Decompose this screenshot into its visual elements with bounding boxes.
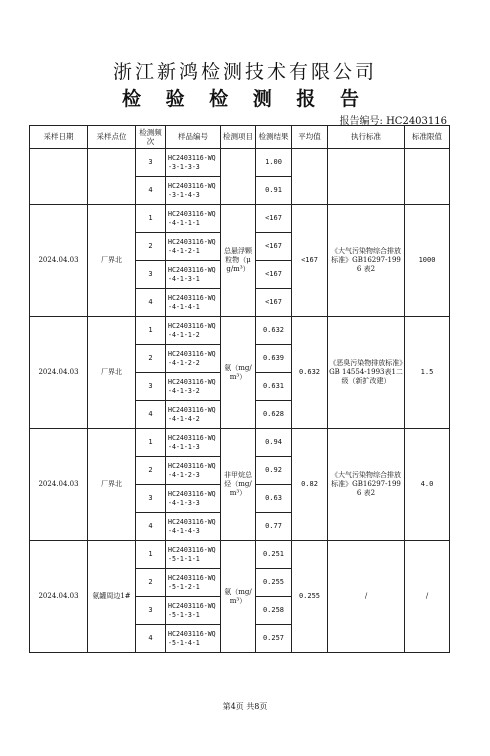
sample-id-cell: HC2403116-WQ-3-1-4-3: [166, 177, 221, 205]
sample-id-cell: HC2403116-WQ-4-1-2-1: [166, 233, 221, 261]
sample-id-cell: HC2403116-WQ-5-1-3-1: [166, 597, 221, 625]
sample-id-cell: HC2403116-WQ-5-1-2-1: [166, 569, 221, 597]
results-table: [29, 125, 450, 653]
frequency-cell: 3: [136, 149, 166, 177]
result-cell: 0.255: [256, 569, 292, 597]
test-item-cell: 氨（mg/m³）: [221, 541, 256, 653]
limit-cell: 1000: [405, 205, 450, 317]
sample-id-cell: HC2403116-WQ-4-1-1-2: [166, 317, 221, 345]
table-row: [30, 317, 450, 345]
sampling-date-cell: [30, 149, 88, 205]
standard-cell: /: [328, 541, 405, 653]
frequency-cell: 1: [136, 429, 166, 457]
sample-id-cell: HC2403116-WQ-4-1-3-3: [166, 485, 221, 513]
result-cell: 0.91: [256, 177, 292, 205]
sampling-date-cell: 2024.04.03: [30, 541, 88, 653]
average-cell: [292, 149, 328, 205]
test-item-cell: 氨（mg/m³）: [221, 317, 256, 429]
table-row: [30, 149, 450, 177]
test-item-cell: 非甲烷总烃（mg/m³）: [221, 429, 256, 541]
col-header: 检测结果: [256, 126, 292, 149]
result-cell: 0.258: [256, 597, 292, 625]
frequency-cell: 4: [136, 177, 166, 205]
test-item-cell: [221, 149, 256, 205]
result-cell: 0.92: [256, 457, 292, 485]
table-row: [30, 541, 450, 569]
sample-id-cell: HC2403116-WQ-4-1-1-1: [166, 205, 221, 233]
sample-id-cell: HC2403116-WQ-4-1-3-2: [166, 373, 221, 401]
limit-cell: [405, 149, 450, 205]
standard-cell: 《大气污染物综合排放标准》GB16297-1996 表2: [328, 429, 405, 541]
standard-cell: 《大气污染物综合排放标准》GB16297-1996 表2: [328, 205, 405, 317]
sampling-location-cell: [88, 149, 136, 205]
frequency-cell: 3: [136, 597, 166, 625]
sample-id-cell: HC2403116-WQ-4-1-4-2: [166, 401, 221, 429]
result-cell: 0.77: [256, 513, 292, 541]
report-number-value: HC2403116: [386, 116, 447, 127]
table-header-row: [30, 126, 450, 149]
frequency-cell: 4: [136, 513, 166, 541]
result-cell: <167: [256, 233, 292, 261]
result-cell: 0.632: [256, 317, 292, 345]
sample-id-cell: HC2403116-WQ-4-1-1-3: [166, 429, 221, 457]
frequency-cell: 2: [136, 569, 166, 597]
result-cell: 0.628: [256, 401, 292, 429]
average-cell: 0.82: [292, 429, 328, 541]
frequency-cell: 3: [136, 373, 166, 401]
sampling-date-cell: 2024.04.03: [30, 429, 88, 541]
sampling-location-cell: 厂界北: [88, 317, 136, 429]
frequency-cell: 4: [136, 289, 166, 317]
sampling-date-cell: 2024.04.03: [30, 205, 88, 317]
result-cell: <167: [256, 289, 292, 317]
result-cell: <167: [256, 205, 292, 233]
result-cell: 0.63: [256, 485, 292, 513]
sample-id-cell: HC2403116-WQ-4-1-2-2: [166, 345, 221, 373]
average-cell: <167: [292, 205, 328, 317]
company-name: 浙江新鸿检测技术有限公司: [112, 61, 377, 83]
table-body: [30, 149, 450, 653]
sample-id-cell: HC2403116-WQ-3-1-3-3: [166, 149, 221, 177]
limit-cell: 4.0: [405, 429, 450, 541]
frequency-cell: 2: [136, 233, 166, 261]
sampling-date-cell: 2024.04.03: [30, 317, 88, 429]
col-header: 样品编号: [166, 126, 221, 149]
sample-id-cell: HC2403116-WQ-5-1-4-1: [166, 625, 221, 653]
limit-cell: /: [405, 541, 450, 653]
frequency-cell: 4: [136, 625, 166, 653]
frequency-cell: 1: [136, 205, 166, 233]
page-footer: 第4页 共8页: [222, 702, 268, 711]
col-header: 平均值: [292, 126, 328, 149]
table-row: [30, 205, 450, 233]
sample-id-cell: HC2403116-WQ-5-1-1-1: [166, 541, 221, 569]
sampling-location-cell: 厂界北: [88, 429, 136, 541]
result-cell: 0.631: [256, 373, 292, 401]
frequency-cell: 2: [136, 345, 166, 373]
col-header: 执行标准: [328, 126, 405, 149]
frequency-cell: 1: [136, 541, 166, 569]
sampling-location-cell: 厂界北: [88, 205, 136, 317]
result-cell: 0.257: [256, 625, 292, 653]
frequency-cell: 3: [136, 485, 166, 513]
sample-id-cell: HC2403116-WQ-4-1-4-1: [166, 289, 221, 317]
sampling-location-cell: 氨罐周边1#: [88, 541, 136, 653]
col-header: 检测频次: [136, 126, 166, 149]
col-header: 采样日期: [30, 126, 88, 149]
result-cell: 1.00: [256, 149, 292, 177]
result-cell: <167: [256, 261, 292, 289]
table-row: [30, 429, 450, 457]
sample-id-cell: HC2403116-WQ-4-1-2-3: [166, 457, 221, 485]
col-header: 标准限值: [405, 126, 450, 149]
standard-cell: [328, 149, 405, 205]
sample-id-cell: HC2403116-WQ-4-1-4-3: [166, 513, 221, 541]
report-number-label: 报告编号:: [339, 116, 383, 127]
result-cell: 0.251: [256, 541, 292, 569]
average-cell: 0.255: [292, 541, 328, 653]
average-cell: 0.632: [292, 317, 328, 429]
frequency-cell: 3: [136, 261, 166, 289]
col-header: 采样点位: [88, 126, 136, 149]
result-cell: 0.639: [256, 345, 292, 373]
test-item-cell: 总悬浮颗粒物（μg/m³）: [221, 205, 256, 317]
result-cell: 0.94: [256, 429, 292, 457]
sample-id-cell: HC2403116-WQ-4-1-3-1: [166, 261, 221, 289]
frequency-cell: 4: [136, 401, 166, 429]
frequency-cell: 2: [136, 457, 166, 485]
standard-cell: 《恶臭污染物排放标准》GB 14554-1993表1二级（新扩改建）: [328, 317, 405, 429]
frequency-cell: 1: [136, 317, 166, 345]
report-title: 检 验 检 测 报 告: [121, 88, 369, 110]
limit-cell: 1.5: [405, 317, 450, 429]
col-header: 检测项目: [221, 126, 256, 149]
